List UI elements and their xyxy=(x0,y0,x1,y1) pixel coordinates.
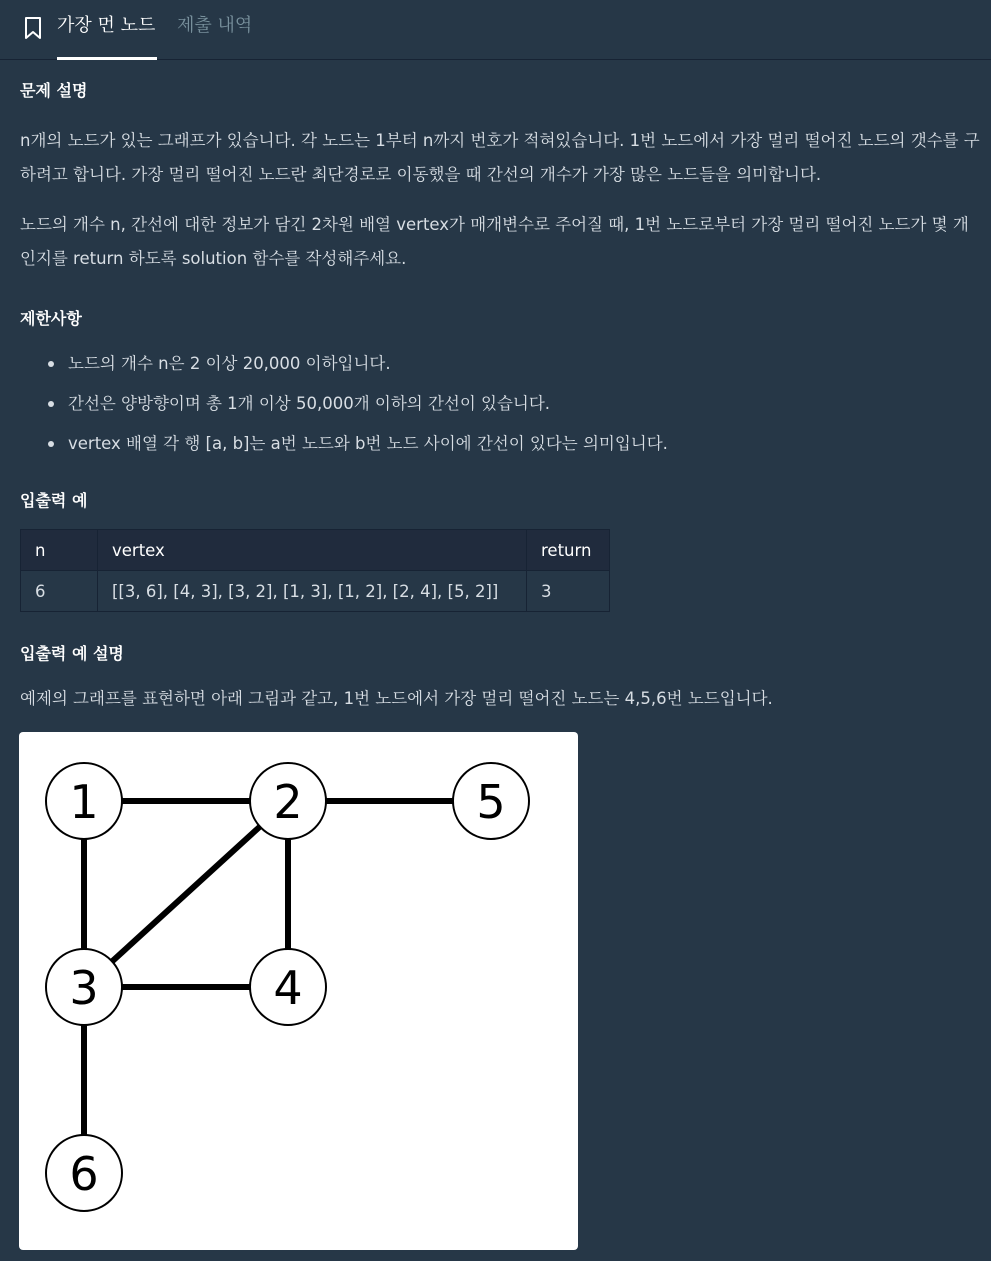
active-tab-indicator xyxy=(57,57,157,60)
constraint-item: 간선은 양방향이며 총 1개 이상 50,000개 이하의 간선이 있습니다. xyxy=(20,384,668,424)
bookmark-icon[interactable] xyxy=(23,16,43,40)
cell-return: 3 xyxy=(527,571,610,612)
header-n: n xyxy=(21,530,98,571)
bullet-icon xyxy=(48,441,54,447)
graph-node-label: 4 xyxy=(273,961,303,1015)
tab-bar xyxy=(0,0,991,60)
header-vertex: vertex xyxy=(98,530,527,571)
description-paragraph-1: n개의 노드가 있는 그래프가 있습니다. 각 노드는 1부터 n까지 번호가 적혀있습니다. 1번 노드에서 가장 멀리 떨어진 노드의 갯수를 구하려고 합니다. 가장 멀리 떨어진 노드란 최단경로로 이동했을 때 간선의 개수가 가장 많은 노드들을 의미합니다. xyxy=(20,131,980,184)
graph-node-5 xyxy=(453,763,529,839)
description-paragraph-2: 노드의 개수 n, 간선에 대한 정보가 담긴 2차원 배열 vertex가 매개변수로 주어질 때, 1번 노드로부터 가장 멀리 떨어진 노드가 몇 개인지를 return 하도록 solution 함수를 작성해주세요. xyxy=(20,215,969,268)
graph-diagram xyxy=(19,732,578,1250)
tab-submissions[interactable]: 제출 내역 xyxy=(177,15,253,36)
graph-node-1 xyxy=(46,763,122,839)
graph-node-6 xyxy=(46,1135,122,1211)
graph-node-label: 1 xyxy=(69,775,99,829)
graph-node-2 xyxy=(250,763,326,839)
graph-node-3 xyxy=(46,949,122,1025)
graph-node-label: 6 xyxy=(69,1147,99,1201)
graph-image xyxy=(19,732,578,1250)
graph-node-label: 5 xyxy=(476,775,506,829)
table-header-row xyxy=(21,530,610,571)
graph-node-label: 3 xyxy=(69,961,99,1015)
table-row xyxy=(21,571,610,612)
graph-node-4 xyxy=(250,949,326,1025)
io-example-title: 입출력 예 xyxy=(20,491,88,510)
tab-problem[interactable]: 가장 먼 노드 xyxy=(57,15,156,36)
constraints-list xyxy=(20,344,668,464)
constraints-title: 제한사항 xyxy=(20,309,82,328)
bullet-icon xyxy=(48,401,54,407)
cell-n: 6 xyxy=(21,571,98,612)
cell-vertex: [[3, 6], [4, 3], [3, 2], [1, 3], [1, 2], [2, 4], [5, 2]] xyxy=(98,571,527,612)
description-title: 문제 설명 xyxy=(20,81,88,100)
graph-node-label: 2 xyxy=(273,775,303,829)
io-example-table xyxy=(20,529,610,612)
constraint-item: vertex 배열 각 행 [a, b]는 a번 노드와 b번 노드 사이에 간선이 있다는 의미입니다. xyxy=(20,424,668,464)
bullet-icon xyxy=(48,361,54,367)
io-explanation-title: 입출력 예 설명 xyxy=(20,644,124,663)
constraint-item: 노드의 개수 n은 2 이상 20,000 이하입니다. xyxy=(20,344,668,384)
header-return: return xyxy=(527,530,610,571)
io-explanation-paragraph: 예제의 그래프를 표현하면 아래 그림과 같고, 1번 노드에서 가장 멀리 떨어진 노드는 4,5,6번 노드입니다. xyxy=(20,689,773,708)
graph-edge-2-3 xyxy=(84,801,288,987)
